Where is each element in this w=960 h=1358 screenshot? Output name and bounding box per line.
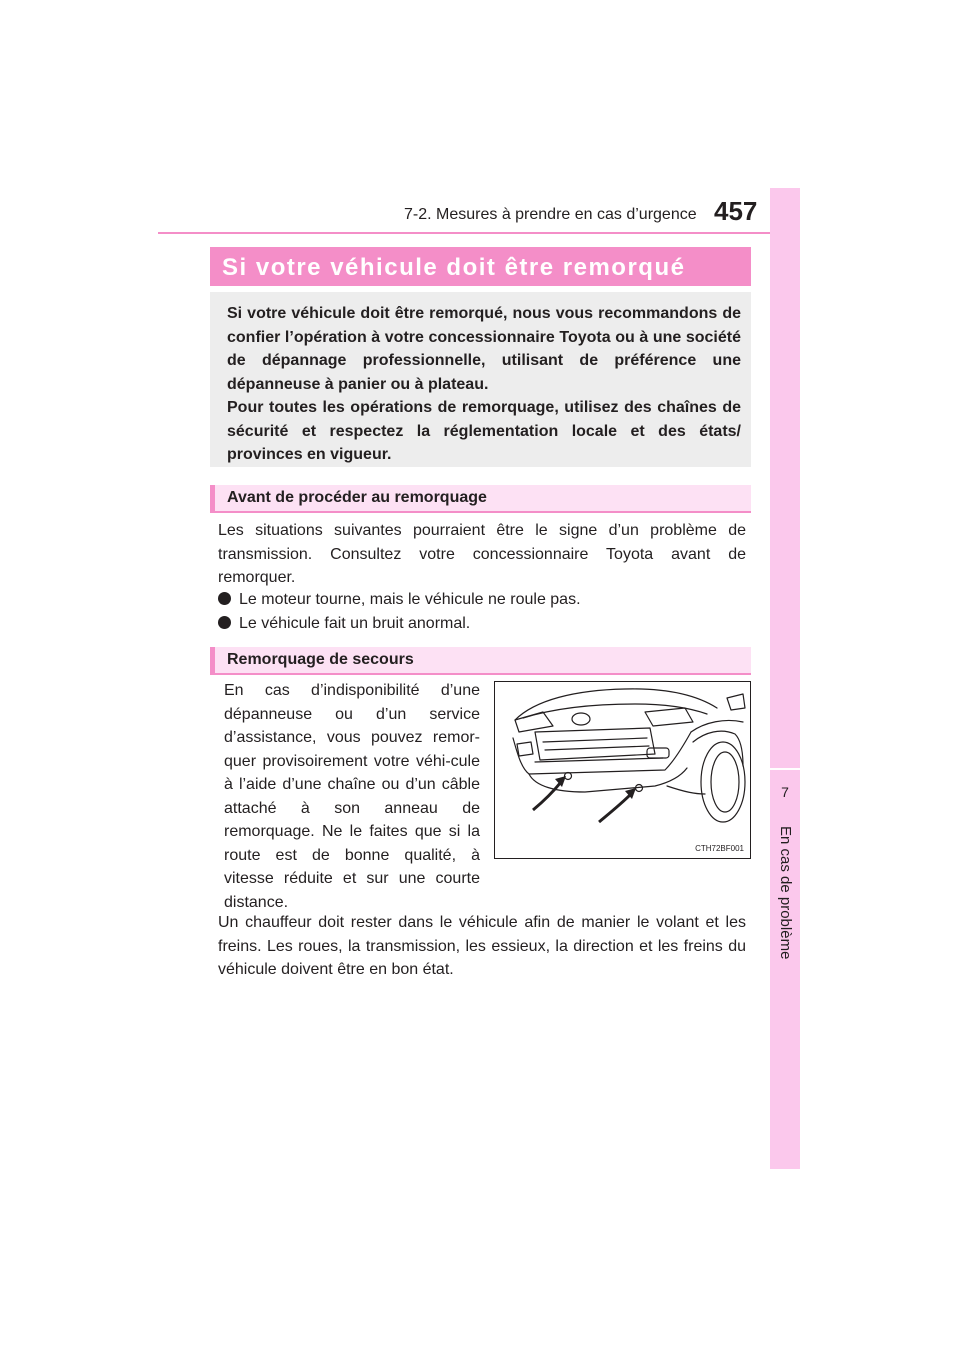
page-number: 457 (714, 196, 758, 226)
main-title-bar (210, 247, 751, 286)
subsection-accent-bar (210, 647, 215, 675)
intro-box (210, 292, 751, 467)
bullet-text: Le véhicule fait un bruit anormal. (239, 615, 471, 632)
subsection-heading: Remorquage de secours (227, 651, 414, 668)
body-paragraph: Les situations suivantes pourraient être le signe d’un problème de transmission. Consultez votre concessionnaire Toyota avant de remorquer. (218, 522, 746, 586)
vehicle-front-drawing (495, 682, 749, 857)
body-paragraph: Un chauffeur doit rester dans le véhicule afin de manier le volant et les freins. Les roues, la transmission, les essieux, la direction et les freins du véhicule doivent être en bon état. (218, 914, 746, 978)
towing-eyelet-illustration (494, 681, 751, 859)
side-tab-divider (770, 768, 800, 770)
emergency-towing-body (218, 911, 746, 982)
bullet-item (218, 588, 581, 612)
subsection-accent-bar (210, 485, 215, 513)
body-paragraph: En cas d’indisponibilité d’une dépanneuse ou d’un service d’assistance, vous pouvez remor-quer provisoirement votre véhi-cule à l’aide d’une chaîne ou d’un câble attaché à son anneau de remorquage. Ne le faites que si la route est de bonne qualité, à vitesse réduite et sur une courte distance. (224, 682, 480, 911)
emergency-towing-side-text (224, 679, 480, 914)
intro-paragraph: Si votre véhicule doit être remorqué, nous vous recommandons de confier l’opération à votre concessionnaire Toyota ou à une société de dépannage professionnelle, utilisant de préférence une dépanneuse à panier ou à plateau. (227, 305, 741, 393)
subsection-heading: Avant de procéder au remorquage (227, 489, 487, 506)
chapter-number: 7 (781, 784, 789, 800)
bullet-item (218, 612, 470, 636)
section-reference: 7-2. Mesures à prendre en cas d’urgence (404, 206, 697, 223)
image-code: CTH72BF001 (695, 844, 744, 853)
bullet-icon (218, 616, 231, 629)
header-divider (158, 232, 798, 234)
arrow-icon (533, 776, 636, 822)
page-title: Si votre véhicule doit être remorqué (222, 254, 686, 281)
intro-paragraph: Pour toutes les opérations de remorquage, utilisez des chaînes de sécurité et respectez la réglementation locale et des états/ provinces en vigueur. (227, 399, 741, 463)
chapter-title: En cas de problème (777, 826, 794, 960)
subsection-header-before-towing (210, 485, 751, 513)
bullet-icon (218, 592, 231, 605)
chapter-title-container (770, 826, 800, 1086)
bullet-text: Le moteur tourne, mais le véhicule ne roule pas. (239, 591, 581, 608)
before-towing-body (218, 519, 746, 590)
subsection-header-emergency-towing (210, 647, 751, 675)
